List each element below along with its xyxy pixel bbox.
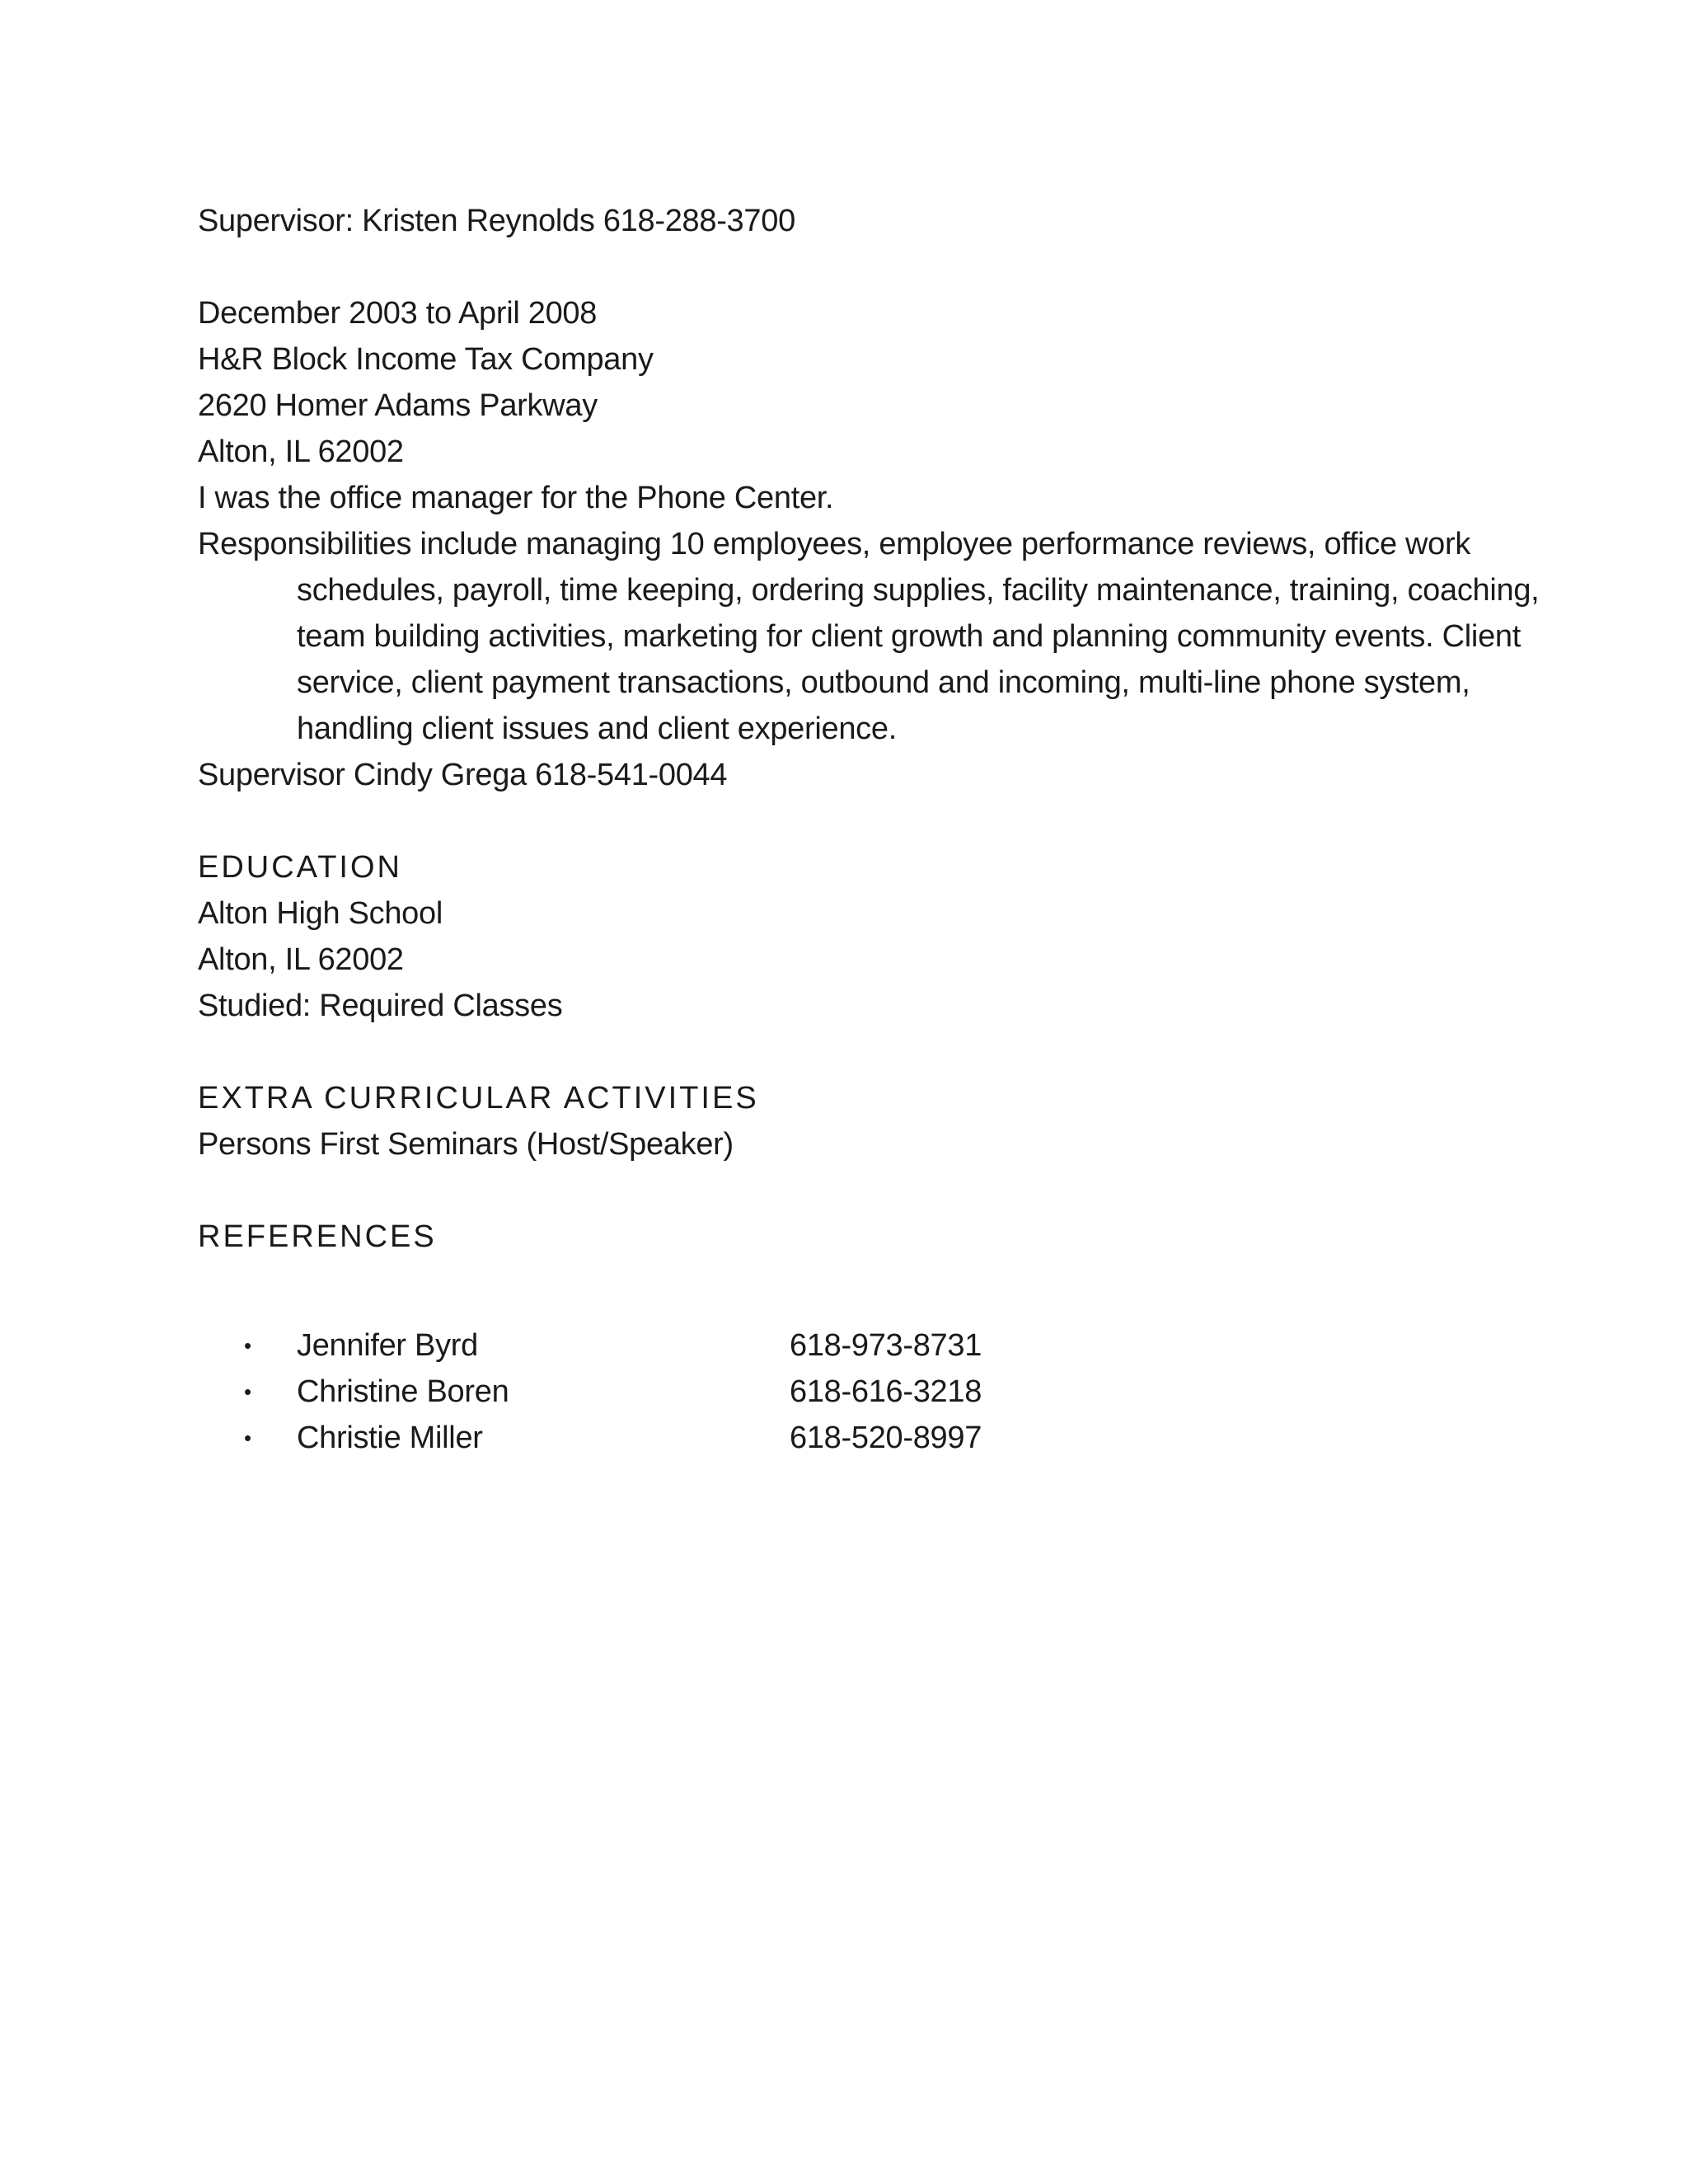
reference-item (198, 1415, 1484, 1461)
bullet-icon: • (244, 1333, 251, 1358)
bullet-icon: • (244, 1379, 251, 1404)
extra-curricular-item: Persons First Seminars (Host/Speaker) (198, 1127, 734, 1162)
job-company: H&R Block Income Tax Company (198, 342, 654, 377)
reference-phone: 618-973-8731 (790, 1328, 982, 1363)
reference-phone: 618-520-8997 (790, 1421, 982, 1455)
education-studied: Studied: Required Classes (198, 989, 563, 1023)
education-location: Alton, IL 62002 (198, 942, 404, 977)
reference-item (198, 1369, 1484, 1415)
extra-curricular-heading: EXTRA CURRICULAR ACTIVITIES (198, 1081, 759, 1115)
references-list (198, 1322, 1484, 1461)
job-role: I was the office manager for the Phone Center. (198, 481, 834, 515)
bullet-icon: • (244, 1425, 251, 1450)
supervisor-cindy: Supervisor Cindy Grega 618-541-0044 (198, 758, 728, 792)
job-responsibilities: Responsibilities include managing 10 employees, employee performance reviews, office work schedules, payroll, time keeping, ordering supplies, facility maintenance, training, coaching, team building activities, marketing for client growth and planning community events. Client service, client payment transactions, outbound and incoming, multi-line phone system, handling client issues and client experience. (198, 527, 1540, 746)
job-dates: December 2003 to April 2008 (198, 296, 598, 331)
references-heading: REFERENCES (198, 1219, 437, 1254)
reference-phone: 618-616-3218 (790, 1374, 982, 1409)
education-heading: EDUCATION (198, 850, 402, 885)
resume-content (198, 198, 1540, 1461)
spacer (198, 1260, 1484, 1306)
reference-name: Jennifer Byrd (297, 1328, 478, 1363)
job-address-street: 2620 Homer Adams Parkway (198, 388, 598, 423)
spacer (198, 798, 1484, 844)
spacer (198, 1167, 1484, 1214)
job-address-city: Alton, IL 62002 (198, 434, 404, 469)
supervisor-kristen: Supervisor: Kristen Reynolds 618-288-3700 (198, 204, 795, 238)
reference-name: Christine Boren (297, 1374, 509, 1409)
reference-item (198, 1322, 1484, 1369)
education-school: Alton High School (198, 896, 443, 931)
spacer (198, 244, 1484, 290)
spacer (198, 1029, 1484, 1075)
reference-name: Christie Miller (297, 1421, 483, 1455)
